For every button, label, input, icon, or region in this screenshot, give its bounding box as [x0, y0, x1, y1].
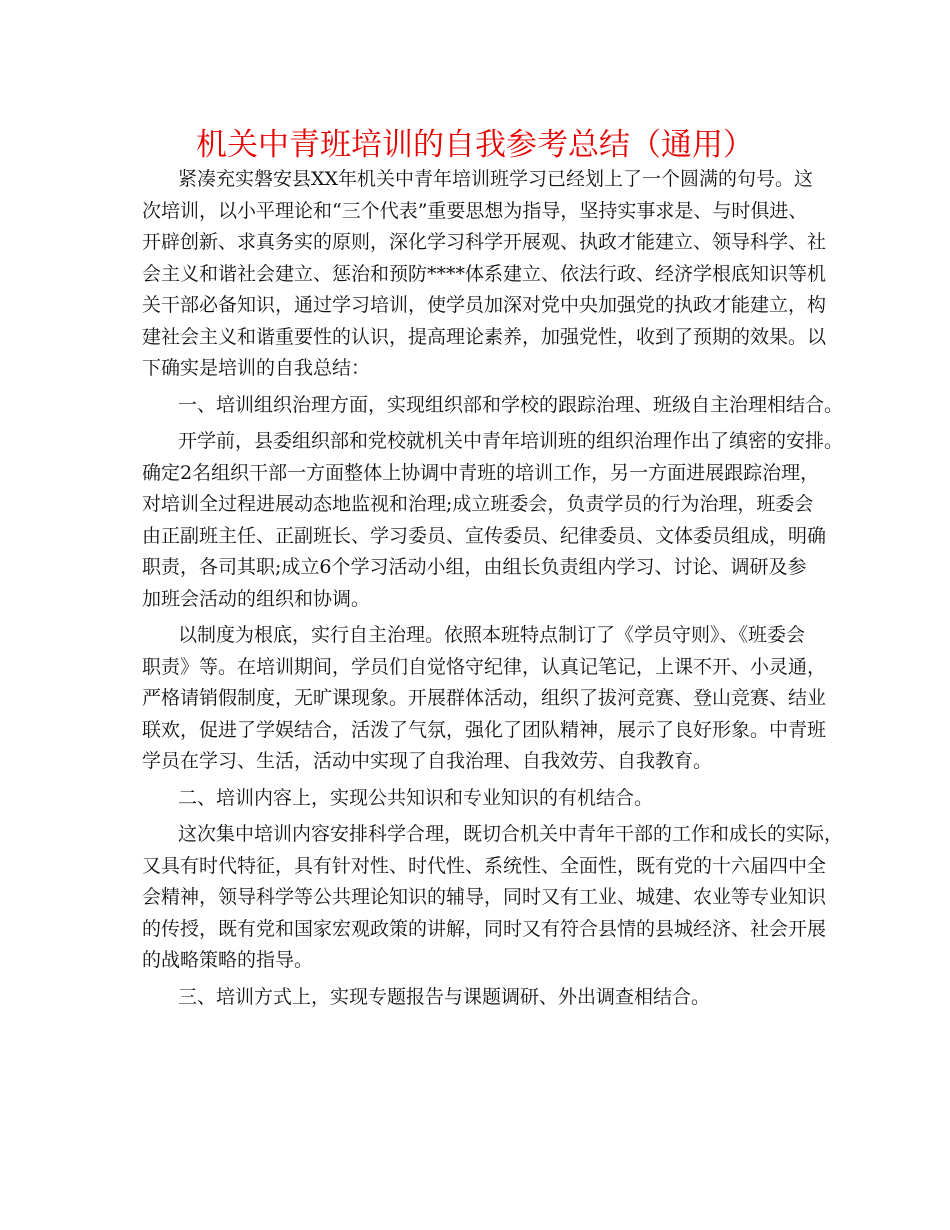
paragraph	[142, 426, 844, 615]
text-line: 的战略策略的指导。	[142, 949, 314, 971]
text-line: 一、培训组织治理方面，实现组织部和学校的跟踪治理、班级自主治理相结合。	[178, 393, 844, 416]
text-line: 这次集中培训内容安排科学合理，既切合机关中青年干部的工作和成长的实际，	[178, 823, 844, 845]
paragraph	[142, 819, 844, 977]
text-line: 职责，各司其职;成立6个学习活动小组，由组长负责组内学习、讨论、调研及参	[142, 556, 807, 578]
text-line: 关干部必备知识，通过学习培训，使学员加深对党中央加强党的执政才能建立，构	[142, 294, 827, 316]
document-body	[142, 164, 844, 1018]
text-line: 建社会主义和谐重要性的认识，提高理论素养，加强党性，收到了预期的效果。以	[142, 325, 827, 348]
text-line: 开学前，县委组织部和党校就机关中青年培训班的组织治理作出了缜密的安排。	[178, 430, 844, 452]
paragraph	[142, 982, 812, 1014]
text-line: 学员在学习、生活，活动中实现了自我治理、自我效劳、自我教育。	[142, 750, 713, 772]
text-line: 会主义和谐社会建立、惩治和预防****体系建立、依法行政、经济学根底知识等机	[142, 262, 827, 285]
text-line: 联欢，促进了学娱结合，活泼了气氛，强化了团队精神，展示了良好形象。中青班	[142, 718, 827, 741]
paragraph	[142, 390, 844, 422]
text-line: 确定2名组织干部一方面整体上协调中青班的培训工作，另一方面进展跟踪治理，	[142, 461, 820, 484]
text-line: 二、培训内容上，实现公共知识和专业知识的有机结合。	[178, 786, 654, 809]
text-line: 加班会活动的组织和协调。	[142, 587, 371, 610]
text-line: 下确实是培训的自我总结：	[142, 357, 371, 379]
text-line: 由正副班主任、正副班长、学习委员、宣传委员、纪律委员、文体委员组成，明确	[142, 524, 827, 547]
text-line: 紧凑充实磐安县XX年机关中青年培训班学习已经划上了一个圆满的句号。这	[178, 168, 814, 190]
text-line: 又具有时代特征，具有针对性、时代性、系统性、全面性，既有党的十六届四中全	[142, 854, 827, 877]
text-line: 会精神，领导科学等公共理论知识的辅导，同时又有工业、城建、农业等专业知识	[142, 886, 827, 908]
text-line: 职责》等。在培训期间，学员们自觉恪守纪律，认真记笔记，上课不开、小灵通，	[142, 655, 827, 678]
text-line: 以制度为根底，实行自主治理。依照本班特点制订了《学员守则》、《班委会	[178, 624, 806, 646]
text-line: 严格请销假制度，无旷课现象。开展群体活动，组织了拔河竞赛、登山竞赛、结业	[142, 687, 827, 709]
paragraph	[142, 164, 827, 385]
text-line: 次培训，以小平理论和“三个代表”重要思想为指导，坚持实事求是、与时俱进、	[142, 199, 808, 222]
text-line: 三、培训方式上，实现专题报告与课题调研、外出调查相结合。	[178, 985, 711, 1008]
text-line: 开辟创新、求真务实的原则，深化学习科学开展观、执政才能建立、领导科学、社	[142, 231, 827, 253]
text-line: 的传授，既有党和国家宏观政策的讲解，同时又有符合县情的县城经济、社会开展	[142, 917, 827, 940]
paragraph	[142, 620, 827, 778]
paragraph	[142, 783, 812, 815]
document-title: 机关中青班培训的自我参考总结（通用）	[196, 127, 754, 163]
text-line: 对培训全过程进展动态地监视和治理;成立班委会，负责学员的行为治理，班委会	[142, 493, 814, 515]
